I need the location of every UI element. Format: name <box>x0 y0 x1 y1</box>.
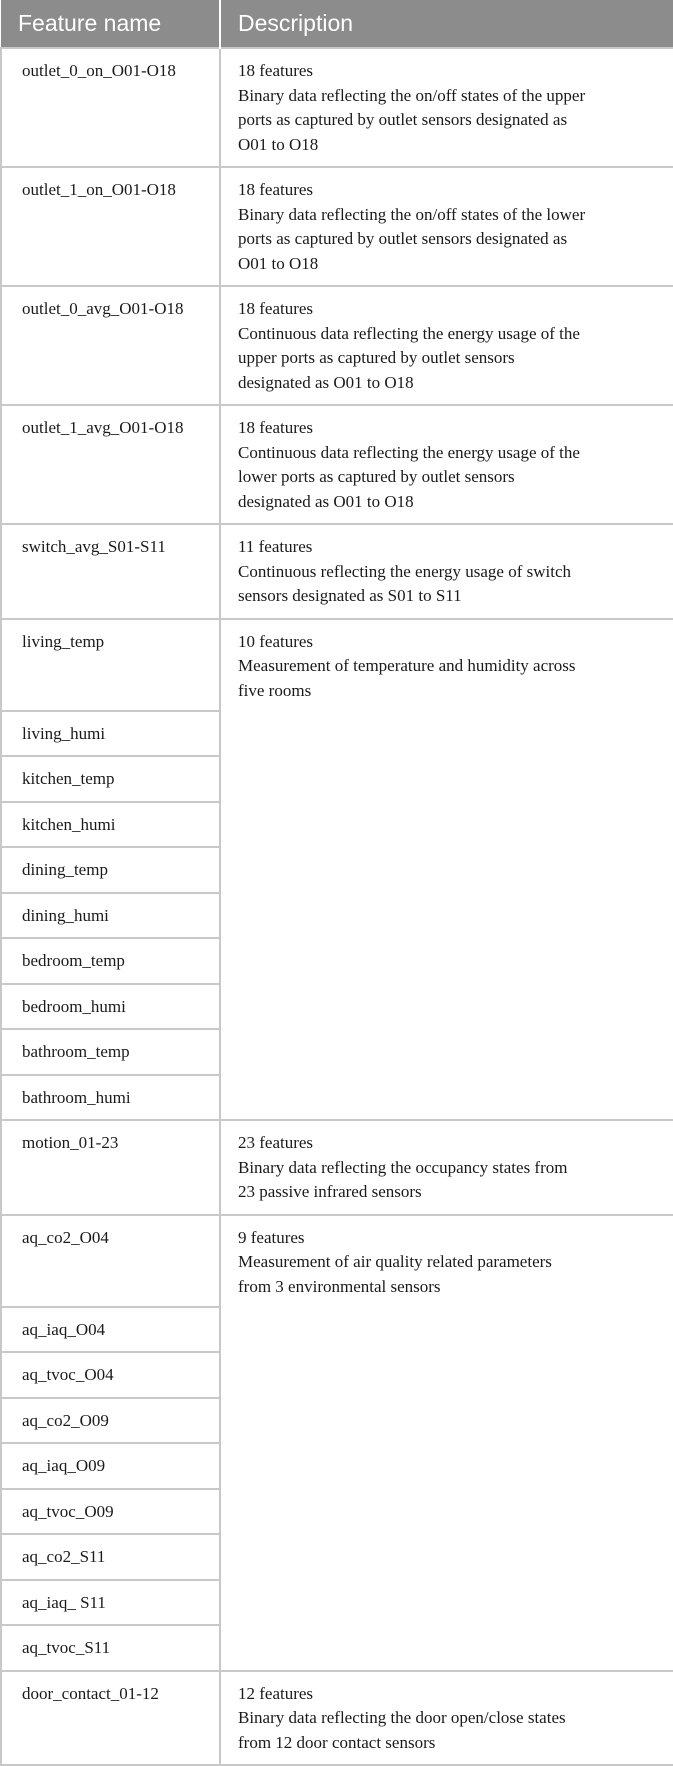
description-line: ports as captured by outlet sensors designated as <box>238 229 568 248</box>
feature-name-cell: kitchen_temp <box>1 756 220 802</box>
feature-name-cell: kitchen_humi <box>1 802 220 848</box>
feature-name-cell: aq_tvoc_S11 <box>1 1625 220 1671</box>
header-description: Description <box>220 0 673 48</box>
description-cell <box>220 48 673 167</box>
description-cell <box>220 1215 673 1671</box>
description-line: Binary data reflecting the occupancy states from <box>238 1157 568 1177</box>
description-line: Binary data reflecting the door open/close states <box>238 1708 566 1727</box>
description-line: from 12 door contact sensors <box>238 1732 436 1752</box>
description-line: Continuous reflecting the energy usage of switch <box>238 561 571 581</box>
description-line: ports as captured by outlet sensors designated as <box>238 110 568 129</box>
feature-name-cell: living_humi <box>1 711 220 757</box>
description-line: Binary data reflecting the on/off states of the upper <box>238 85 586 105</box>
description-line: Continuous data reflecting the energy usage of the <box>238 323 580 343</box>
feature-name-cell: dining_temp <box>1 847 220 893</box>
description-line: Binary data reflecting the on/off states of the lower <box>238 204 586 224</box>
table-row <box>1 405 673 524</box>
feature-count: 9 features <box>238 1227 305 1247</box>
feature-name-cell: aq_tvoc_O09 <box>1 1489 220 1535</box>
table-row <box>1 286 673 405</box>
header-row <box>1 0 673 48</box>
description-cell <box>220 524 673 619</box>
table-row <box>1 48 673 167</box>
feature-name-cell: aq_iaq_O04 <box>1 1307 220 1353</box>
description-line: Continuous data reflecting the energy usage of the <box>238 442 580 462</box>
description-line: Measurement of air quality related parameters <box>238 1252 552 1271</box>
feature-count: 10 features <box>238 631 314 651</box>
feature-name-cell: bedroom_humi <box>1 984 220 1030</box>
feature-name-cell: bathroom_humi <box>1 1075 220 1121</box>
feature-name-cell: dining_humi <box>1 893 220 939</box>
table-row <box>1 167 673 286</box>
description-line: O01 to O18 <box>238 253 319 273</box>
feature-name-cell: outlet_0_avg_O01-O18 <box>1 286 220 405</box>
feature-count: 23 features <box>238 1133 314 1152</box>
description-line: O01 to O18 <box>238 134 319 154</box>
feature-name-cell: living_temp <box>1 619 220 711</box>
feature-count: 18 features <box>238 418 314 437</box>
table-row <box>1 619 673 711</box>
description-cell <box>220 286 673 405</box>
header-feature-name: Feature name <box>1 0 220 48</box>
feature-name-cell: door_contact_01-12 <box>1 1671 220 1766</box>
feature-name-cell: aq_co2_S11 <box>1 1534 220 1580</box>
feature-name-cell: aq_co2_O09 <box>1 1398 220 1444</box>
description-line: lower ports as captured by outlet sensors <box>238 467 515 486</box>
feature-name-cell: outlet_1_on_O01-O18 <box>1 167 220 286</box>
table-row <box>1 1120 673 1215</box>
description-cell <box>220 405 673 524</box>
feature-name-cell: aq_iaq_O09 <box>1 1443 220 1489</box>
feature-name-cell: bedroom_temp <box>1 938 220 984</box>
feature-name-cell: bathroom_temp <box>1 1029 220 1075</box>
feature-name-cell: aq_co2_O04 <box>1 1215 220 1307</box>
description-line: designated as O01 to O18 <box>238 372 414 392</box>
table-body <box>1 48 673 1765</box>
table-row <box>1 1671 673 1766</box>
description-line: from 3 environmental sensors <box>238 1276 441 1296</box>
feature-name-cell: motion_01-23 <box>1 1120 220 1215</box>
feature-name-cell: aq_iaq_ S11 <box>1 1580 220 1626</box>
feature-count: 18 features <box>238 180 314 199</box>
description-line: designated as O01 to O18 <box>238 491 414 511</box>
feature-count: 11 features <box>238 537 313 556</box>
description-line: upper ports as captured by outlet sensors <box>238 348 515 367</box>
feature-count: 18 features <box>238 299 314 318</box>
table-row <box>1 524 673 619</box>
feature-name-cell: switch_avg_S01-S11 <box>1 524 220 619</box>
feature-name-cell: outlet_0_on_O01-O18 <box>1 48 220 167</box>
feature-name-cell: outlet_1_avg_O01-O18 <box>1 405 220 524</box>
description-cell <box>220 1120 673 1215</box>
description-line: sensors designated as S01 to S11 <box>238 586 462 605</box>
description-line: Measurement of temperature and humidity across <box>238 656 576 675</box>
feature-name-cell: aq_tvoc_O04 <box>1 1352 220 1398</box>
feature-count: 12 features <box>238 1683 314 1703</box>
description-cell <box>220 619 673 1121</box>
table-row <box>1 1215 673 1307</box>
description-line: 23 passive infrared sensors <box>238 1182 422 1201</box>
feature-count: 18 features <box>238 61 314 80</box>
description-cell <box>220 1671 673 1766</box>
description-line: five rooms <box>238 680 312 700</box>
description-cell <box>220 167 673 286</box>
